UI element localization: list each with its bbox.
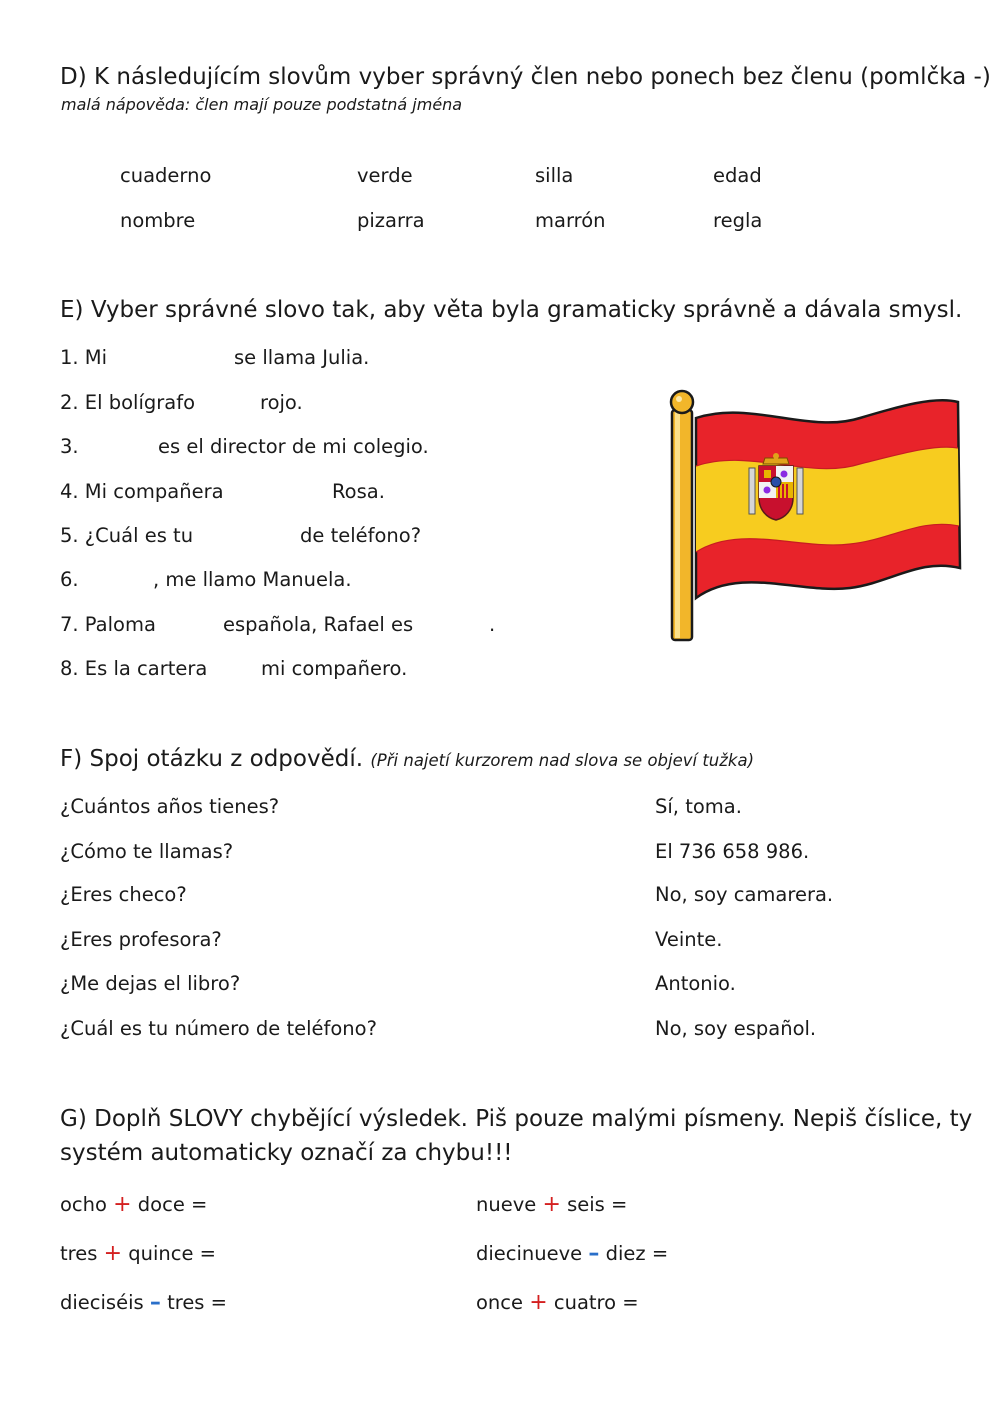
section-e-title: E) Vyber správné slovo tak, aby věta byla gramaticky správně a dávala smysl.: [60, 297, 963, 323]
equation-3-b: quince =: [128, 1242, 217, 1265]
word-marron[interactable]: marrón: [535, 209, 606, 232]
question-3[interactable]: ¿Eres checo?: [60, 883, 187, 906]
answer-1[interactable]: Sí, toma.: [655, 795, 742, 818]
equation-2-b: seis =: [567, 1193, 628, 1216]
equation-1: [60, 1192, 207, 1217]
question-2[interactable]: ¿Cómo te llamas?: [60, 840, 234, 863]
section-f-title: [60, 746, 754, 772]
answer-2[interactable]: El 736 658 986.: [655, 840, 810, 863]
equation-1-a: ocho: [60, 1193, 107, 1216]
plus-icon: +: [529, 1290, 548, 1315]
sentence-1-start: 1. Mi: [60, 346, 108, 369]
equation-6-a: once: [476, 1291, 524, 1314]
section-d-hint: malá nápověda: člen mají pouze podstatná jména: [61, 95, 463, 114]
equation-1-b: doce =: [137, 1193, 208, 1216]
answer-6[interactable]: No, soy español.: [655, 1017, 817, 1040]
sentence-5-start: 5. ¿Cuál es tu: [60, 524, 194, 547]
question-1[interactable]: ¿Cuántos años tienes?: [60, 795, 280, 818]
sentence-3-start: 3.: [60, 435, 79, 458]
equation-3: [60, 1241, 216, 1266]
word-nombre[interactable]: nombre: [120, 209, 196, 232]
section-g-title-line1: G) Doplň SLOVY chybějící výsledek. Piš pouze malými písmeny. Nepiš číslice, ty: [60, 1106, 973, 1132]
equation-4-a: diecinueve: [476, 1242, 583, 1265]
question-6[interactable]: ¿Cuál es tu número de teléfono?: [60, 1017, 377, 1040]
section-d-title: D) K následujícím slovům vyber správný člen nebo ponech bez členu (pomlčka -): [60, 64, 991, 90]
sentence-6-start: 6.: [60, 568, 79, 591]
plus-icon: +: [542, 1192, 561, 1217]
sentence-2-start: 2. El bolígrafo: [60, 391, 196, 414]
equation-6-b: cuatro =: [553, 1291, 639, 1314]
equation-5-a: dieciséis: [60, 1291, 144, 1314]
minus-icon: –: [588, 1241, 600, 1266]
sentence-3-end: es el director de mi colegio.: [158, 435, 429, 458]
plus-icon: +: [113, 1192, 132, 1217]
word-cuaderno[interactable]: cuaderno: [120, 164, 212, 187]
sentence-1-end: se llama Julia.: [234, 346, 370, 369]
equation-3-a: tres: [60, 1242, 98, 1265]
equation-4-b: diez =: [605, 1242, 669, 1265]
section-g-title-line2: systém automaticky označí za chybu!!!: [60, 1140, 513, 1166]
question-5[interactable]: ¿Me dejas el libro?: [60, 972, 241, 995]
word-silla[interactable]: silla: [535, 164, 574, 187]
sentence-5-end: de teléfono?: [300, 524, 422, 547]
answer-5[interactable]: Antonio.: [655, 972, 736, 995]
sentence-8-start: 8. Es la cartera: [60, 657, 208, 680]
section-f-hint: (Při najetí kurzorem nad slova se objeví tužka): [370, 751, 755, 770]
sentence-6-end: , me llamo Manuela.: [153, 568, 352, 591]
sentence-4-start: 4. Mi compañera: [60, 480, 224, 503]
answer-3[interactable]: No, soy camarera.: [655, 883, 834, 906]
word-verde[interactable]: verde: [357, 164, 413, 187]
equation-2-a: nueve: [476, 1193, 537, 1216]
section-f-title-text: F) Spoj otázku z odpovědí.: [60, 746, 364, 772]
equation-5-b: tres =: [167, 1291, 228, 1314]
word-regla[interactable]: regla: [713, 209, 763, 232]
equation-4: [476, 1241, 668, 1266]
equation-2: [476, 1192, 627, 1217]
spain-flag-icon: [660, 388, 966, 646]
word-edad[interactable]: edad: [713, 164, 762, 187]
sentence-7-start: 7. Paloma: [60, 613, 156, 636]
word-pizarra[interactable]: pizarra: [357, 209, 425, 232]
sentence-4-end: Rosa.: [332, 480, 385, 503]
sentence-2-end: rojo.: [260, 391, 303, 414]
sentence-7-end: .: [489, 613, 496, 636]
equation-5: [60, 1290, 227, 1315]
answer-4[interactable]: Veinte.: [655, 928, 723, 951]
question-4[interactable]: ¿Eres profesora?: [60, 928, 222, 951]
sentence-7-mid: española, Rafael es: [223, 613, 414, 636]
sentence-8-end: mi compañero.: [261, 657, 408, 680]
minus-icon: –: [149, 1290, 161, 1315]
equation-6: [476, 1290, 639, 1315]
plus-icon: +: [103, 1241, 123, 1266]
